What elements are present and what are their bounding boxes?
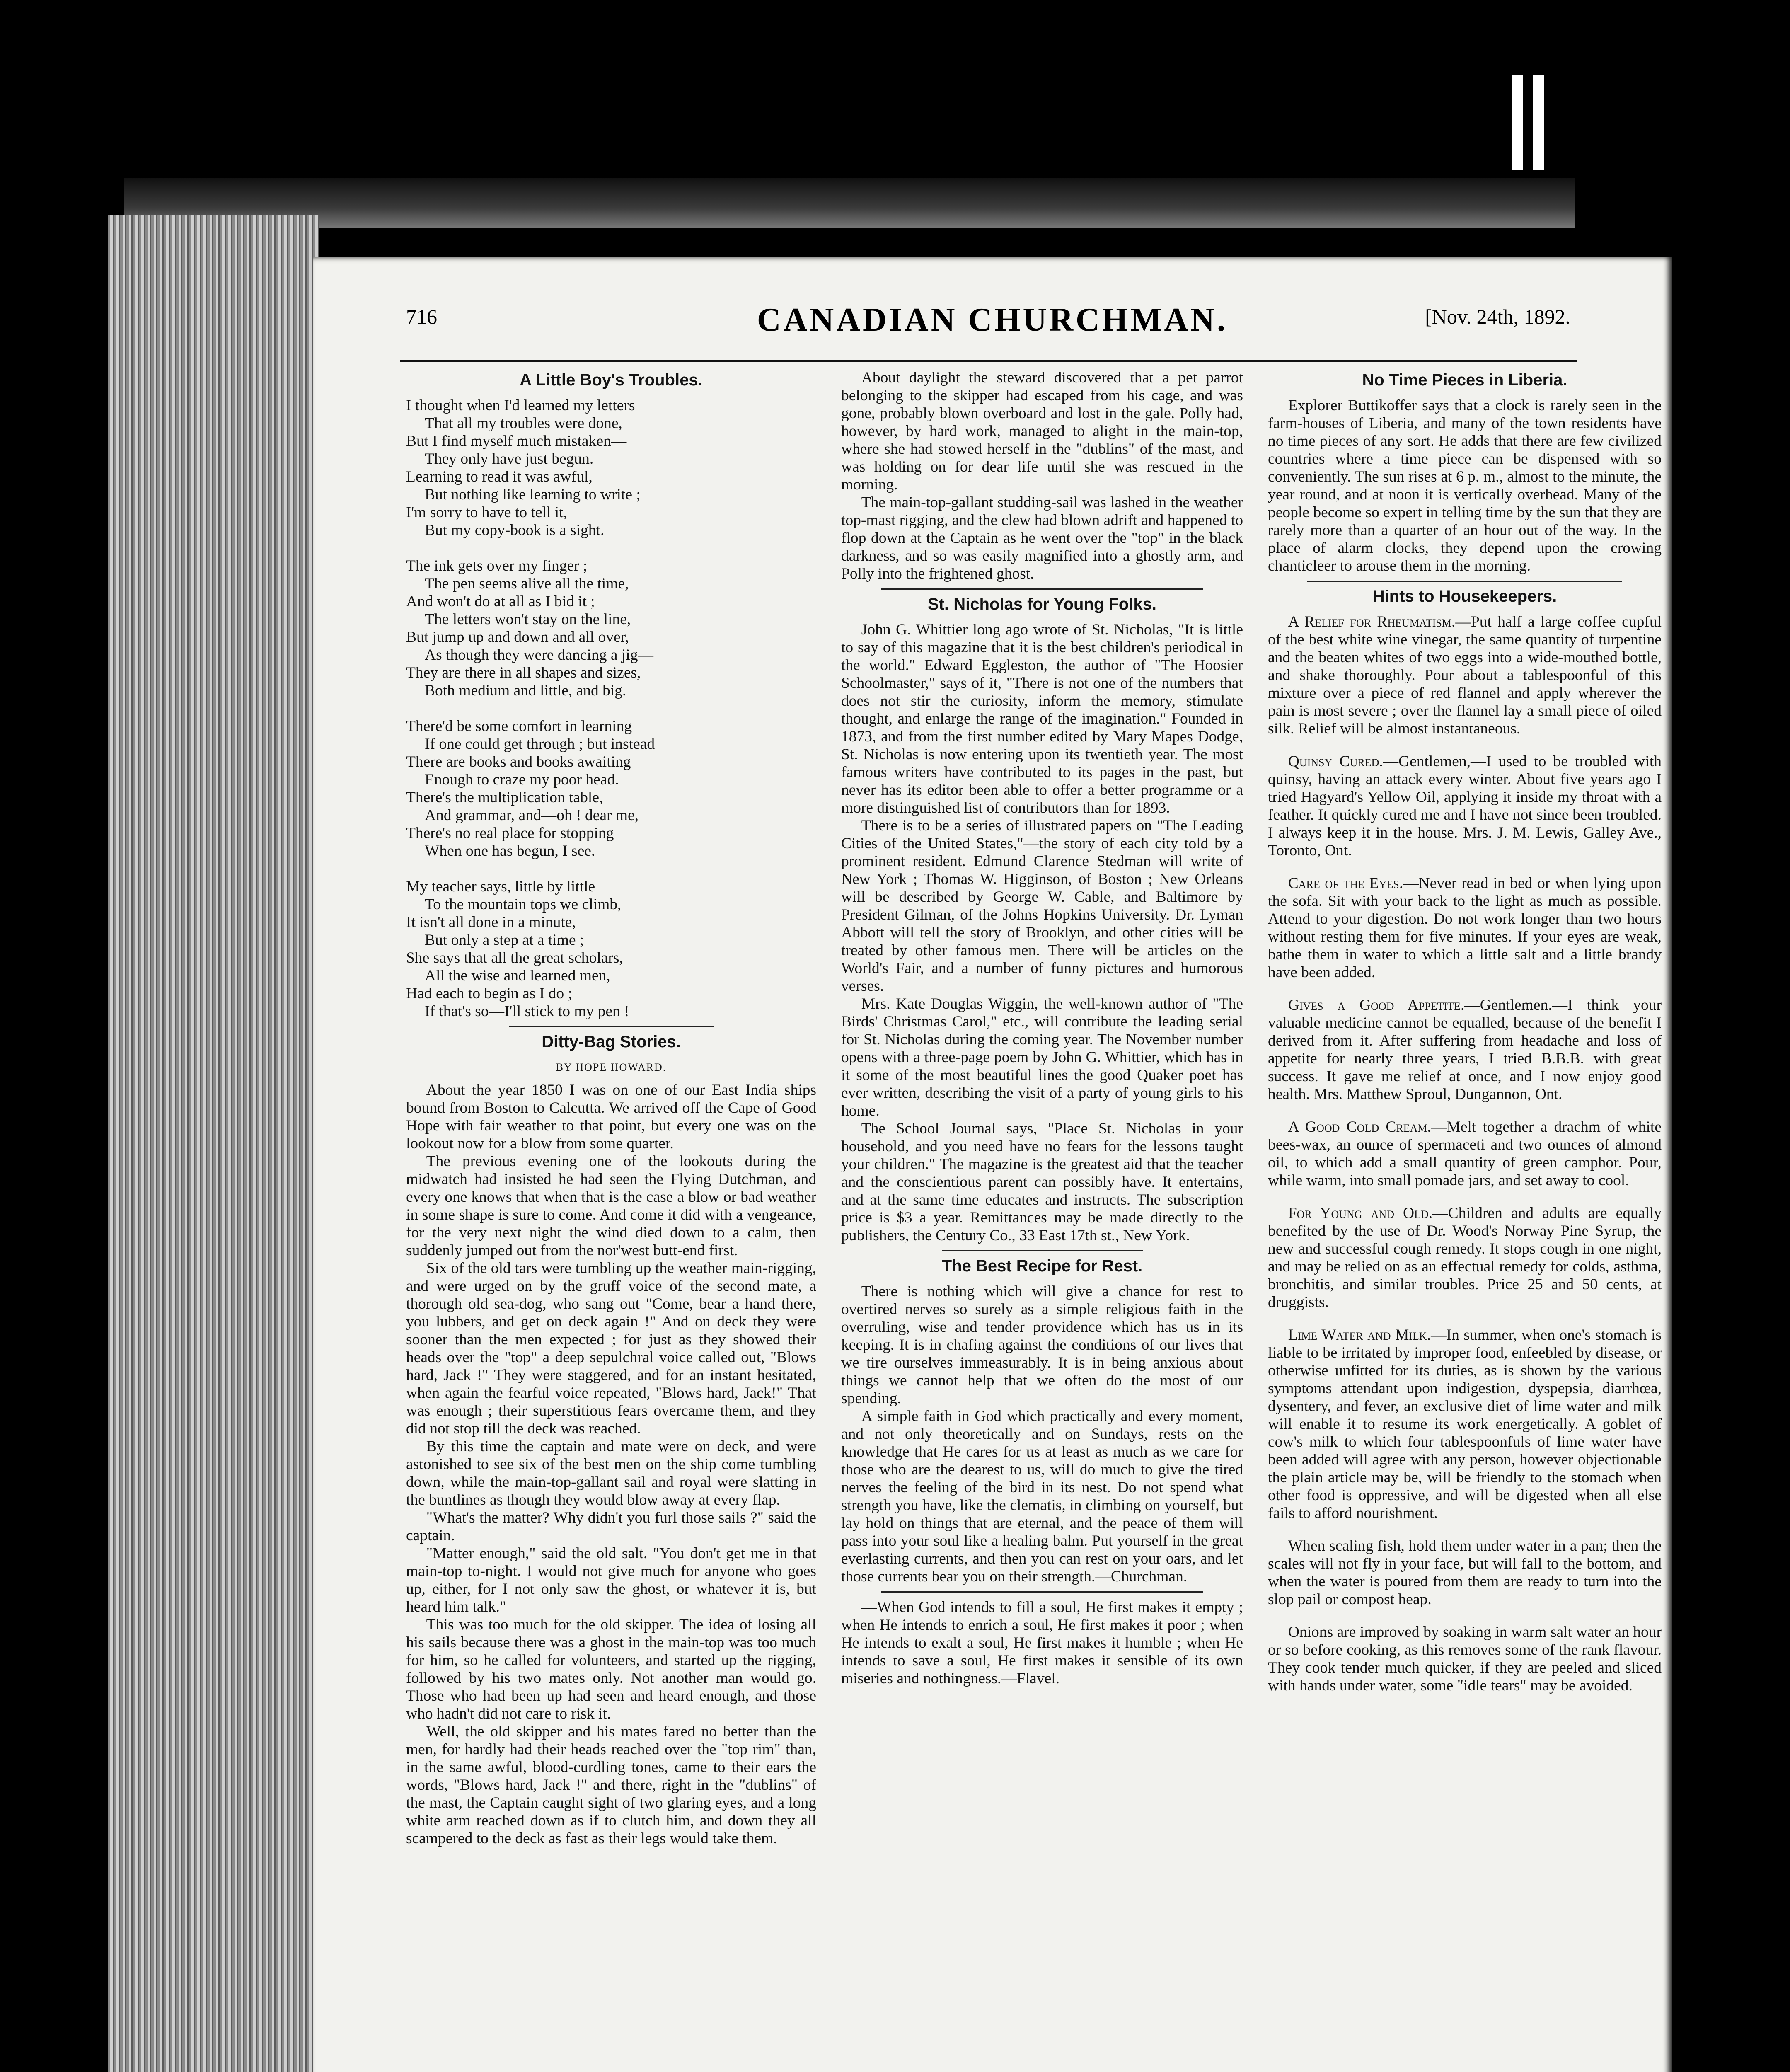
hint-item [1268, 996, 1662, 1103]
hint-text: When scaling fish, hold them under water in a pan; then the scales will not fly in your face, but will fall to the bottom, and when the water is poured from them are ready to turn into the slop pail or compost heap. [1268, 1537, 1662, 1608]
poem-line: She says that all the great scholars, [406, 949, 623, 966]
hint-item [1268, 1537, 1662, 1608]
paragraph: There is nothing which will give a chance for rest to overtired nerves so surely as a simple religious faith in the overruling, wise and tender providence which has us in its keeping. It is in chafing against the conditions of our lives that we tire ourselves immeasurably. It is in being anxious about things we cannot help that we often do the most of our spending. [841, 1283, 1243, 1407]
section-rule [509, 1026, 714, 1027]
poem-line: If one could get through ; but instead [425, 736, 655, 753]
masthead-title: CANADIAN CHURCHMAN. [757, 302, 1228, 338]
paragraph: Well, the old skipper and his mates fared no better than the men, for hardly had their heads reached over the "top rim" than, in the same awful, blood-curdling tones, came to their ears the words, "Blows hard, Jack !" and there, right in the "dublins" of the mast, the Captain caught sight of two glaring eyes, and a long white arm reached down as if to clutch him, and down they all scampered to the deck as fast as their legs would take them. [406, 1723, 816, 1847]
hint-lead: A Relief for Rheumatism. [1288, 613, 1456, 630]
poem-line: All the wise and learned men, [425, 967, 610, 984]
hint-text: —Put half a large coffee cupful of the best white wine vinegar, the same quantity of turpentine and the beaten whites of two eggs into a wide-mouthed bottle, and shake thoroughly. Pour about a tablespoonful of this mixture over a piece of red flannel and apply wherever the pain is most severe ; over the flannel lay a small piece of oiled silk. Relief will be almost instantaneous. [1268, 613, 1662, 737]
poem-line: I thought when I'd learned my letters [406, 397, 635, 414]
poem-line: The pen seems alive all the time, [425, 575, 629, 592]
hint-item [1268, 1623, 1662, 1694]
story-body [406, 1081, 816, 1847]
issue-date: [Nov. 24th, 1892. [1425, 305, 1570, 328]
poem-line: Learning to read it was awful, [406, 468, 593, 485]
story-byline: BY HOPE HOWARD. [556, 1061, 667, 1073]
rest-title: The Best Recipe for Rest. [941, 1257, 1143, 1275]
poem-line: There's the multiplication table, [406, 789, 603, 806]
stanza-gap [406, 860, 816, 878]
hint-lead: A Good Cold Cream. [1288, 1118, 1431, 1135]
page-header [313, 302, 1672, 342]
story-continuation [841, 369, 1243, 583]
poem-line: But my copy-book is a sight. [425, 522, 605, 539]
hint-item [1268, 874, 1662, 981]
paragraph: Mrs. Kate Douglas Wiggin, the well-known author of "The Birds' Christmas Carol," etc., will contribute the leading serial for St. Nicholas during the coming year. The November number opens with a three-page poem by John G. Whittier, which has in it some of the most beautiful lines the good Quaker poet has ever written, describing the visit of a party of young girls to his home. [841, 995, 1243, 1119]
poem-line: But only a step at a time ; [425, 932, 584, 949]
hint-item [1268, 1118, 1662, 1189]
section-rule [881, 1591, 1203, 1593]
poem-line: As though they were dancing a jig— [425, 646, 653, 663]
header-rule [400, 360, 1577, 362]
poem-line: There's no real place for stopping [406, 825, 614, 842]
hint-text: —Children and adults are equally benefited by the use of Dr. Wood's Norway Pine Syrup, the new and successful cough remedy. It stops cough in one night, and may be relied on as an effectual remedy for colds, asthma, bronchitis, and similar troubles. Price 25 and 50 cents, at druggists. [1268, 1205, 1662, 1311]
paragraph: A simple faith in God which practically and every moment, and not only theoretically and on Sundays, rests on the knowledge that He cares for us at least as much as we care for those who are the dearest to us, will do much to give the tired nerves the feeling of the bird in its nest. Do not spend what strength you have, like the clematis, in climbing on yourself, but lay hold on things that are eternal, and the peace of them will pass into your soul like a healing balm. Put yourself in the great everlasting currents, and then you can rest on your oars, and let those currents bear you on their strength.—Churchman. [841, 1408, 1243, 1585]
flavel-quote: —When God intends to fill a soul, He first makes it empty ; when He intends to enrich a soul, He first makes it poor ; when He intends to exalt a soul, He first makes it humble ; when He intends to save a soul, He first makes it sensible of its own miseries and nothingness.—Flavel. [841, 1599, 1243, 1687]
hint-text: —Gentlemen,—I used to be troubled with quinsy, having an attack every winter. About five years ago I tried Hagyard's Yellow Oil, applying it inside my throat with a feather. It quickly cured me and I have not since been troubled. I always keep it in the house. Mrs. J. M. Lewis, Galley Ave., Toronto, Ont. [1268, 753, 1662, 859]
poem-line: That all my troubles were done, [425, 415, 622, 432]
poem-line: I'm sorry to have to tell it, [406, 504, 567, 521]
hint-text: —In summer, when one's stomach is liable to be irritated by improper food, enfeebled by disease, or otherwise unfitted for its duties, as is shown by the various symptoms attendant upon indigestion, dyspepsia, diarrhœa, dysentery, and fever, an exclusive diet of lime water and milk will enable it to resume its work energetically. A goblet of cow's milk to which four tablespoonfuls of lime water have been added will agree with any person, however objectionable the plain article may be, will be friendly to the stomach when other food is oppressive, and will be digested when all else fails to afford nourishment. [1268, 1326, 1662, 1522]
poem-title: A Little Boy's Troubles. [520, 371, 703, 389]
poem-line: They are there in all shapes and sizes, [406, 664, 641, 681]
hint-item [1268, 1326, 1662, 1522]
poem-line: My teacher says, little by little [406, 878, 595, 895]
section-rule [942, 1250, 1143, 1251]
poem-line: There are books and books awaiting [406, 753, 631, 770]
paragraph: The School Journal says, "Place St. Nicholas in your household, and you need have no fears for the lessons taught your children." The magazine is the greatest aid that the teacher and the conscientious parent can possibly have. It entertains, and at the same time educates and instructs. The subscription price is $3 a year. Remittances may be made directly to the publishers, the Century Co., 33 East 17th st., New York. [841, 1120, 1243, 1244]
hint-item [1268, 753, 1662, 859]
poem-line: To the mountain tops we climb, [425, 896, 622, 913]
section-rule [1307, 581, 1622, 582]
paragraph: By this time the captain and mate were on deck, and were astonished to see six of the best men on the ship come tumbling down, while the main-top-gallant sail and royal were slatting in the buntlines as though they would blow away at every flap. [406, 1438, 816, 1508]
hint-lead: Quinsy Cured. [1288, 753, 1383, 770]
hint-item [1268, 613, 1662, 738]
poem-line: They only have just begun. [425, 450, 594, 467]
book-page-edges [108, 215, 319, 2072]
nicholas-body [841, 621, 1243, 1244]
binder-clip [1533, 75, 1544, 170]
hints-body [1268, 613, 1662, 1694]
poem-line: And grammar, and—oh ! dear me, [425, 807, 639, 824]
hints-title: Hints to Housekeepers. [1372, 587, 1557, 605]
hint-text: —Gentlemen.—I think your valuable medicine cannot be equalled, because of the benefit I derived from it. After suffering from headache and loss of appetite for nearly three years, I tried B.B.B. with great success. It gave me relief at once, and I now enjoy good health. Mrs. Matthew Sproul, Dungannon, Ont. [1268, 997, 1662, 1103]
hint-lead: Care of the Eyes. [1288, 875, 1403, 892]
poem-line: And won't do at all as I bid it ; [406, 593, 595, 610]
paragraph: John G. Whittier long ago wrote of St. Nicholas, "It is little to say of this magazine that it is the best children's periodical in the world." Edward Eggleston, the author of "The Hoosier Schoolmaster," says of it, "There is not one of the numbers that does not stir the curiosity, inform the memory, stimulate thought, and enlarge the range of the imagination." Founded in 1873, and from the first number edited by Mary Mapes Dodge, St. Nicholas is now entering upon its twentieth year. The most famous writers have contributed to its pages in the past, but never has its editor been able to offer a better programme or a more distinguished list of contributors than for 1893. [841, 621, 1243, 816]
book-top-edge [124, 178, 1575, 228]
paragraph: "Matter enough," said the old salt. "You don't get me in that main-top to-night. I would not give much for anyone who goes up, either, for I not only saw the ghost, or whatever it is, but heard him talk." [406, 1545, 816, 1615]
paragraph: The previous evening one of the lookouts during the midwatch had insisted he had seen the Flying Dutchman, and every one knows that when that is the case a blow or bad weather in some shape is sure to come. And come it did with a vengeance, for the very next night the wind died down to a calm, then suddenly jumped out from the nor'west butt-end first. [406, 1153, 816, 1259]
poem-line: The letters won't stay on the line, [425, 611, 631, 628]
poem-line: It isn't all done in a minute, [406, 914, 576, 931]
poem-line: But jump up and down and all over, [406, 629, 629, 646]
stanza-gap [406, 539, 816, 557]
liberia-title: No Time Pieces in Liberia. [1362, 371, 1567, 389]
column-1 [406, 369, 816, 1847]
column-3 [1268, 369, 1662, 1709]
poem-line: Both medium and little, and big. [425, 682, 626, 699]
column-2 [841, 369, 1243, 1687]
hint-text: —Never read in bed or when lying upon the sofa. Sit with your back to the light as much as possible. Attend to your digestion. Do not work longer than two hours without resting them for five minutes. If your eyes are weak, bathe them in water to which a little salt and a little brandy have been added. [1268, 875, 1662, 981]
paragraph: There is to be a series of illustrated papers on "The Leading Cities of the United States,"—the story of each city told by a prominent resident. Edmund Clarence Stedman will write of New York ; Thomas W. Higginson, of Boston ; New Orleans will be described by George W. Cable, and Baltimore by President Gilman, of the Johns Hopkins University. Dr. Lyman Abbott will tell the story of Brooklyn, and other cities will be treated by other famous men. There will be articles on the World's Fair, and a number of funny pictures and humorous verses. [841, 817, 1243, 995]
poem-line: There'd be some comfort in learning [406, 718, 632, 735]
hint-item [1268, 1204, 1662, 1311]
poem [406, 397, 816, 1020]
poem-line: But I find myself much mistaken— [406, 433, 627, 450]
story-title: Ditty-Bag Stories. [542, 1033, 681, 1051]
paragraph: The main-top-gallant studding-sail was lashed in the weather top-mast rigging, and the clew had blown adrift and happened to flop down at the Captain as he went over the "top" in the black darkness, and so was easily magnified into a ghostly arm, and Polly into the frightened ghost. [841, 494, 1243, 582]
paragraph: This was too much for the old skipper. The idea of losing all his sails because there was a ghost in the main-top was too much for him, so he called for volunteers, and started up the rigging, followed by his two mates only. Not another man would go. Those who had been up had seen and heard enough, and those who hadn't did not care to risk it. [406, 1616, 816, 1722]
poem-line: Enough to craze my poor head. [425, 771, 619, 788]
paragraph: About the year 1850 I was on one of our East India ships bound from Boston to Calcutta. We arrived off the Cape of Good Hope with fair weather to that point, but every one was on the lookout now for a blow from some quarter. [406, 1082, 816, 1152]
section-rule [881, 588, 1203, 590]
hint-lead: Lime Water and Milk. [1288, 1326, 1431, 1343]
hint-text: —Melt together a drachm of white bees-wax, an ounce of spermaceti and two ounces of almond oil, to which add a small quantity of green camphor. Pour, while warm, into small pomade jars, and set away to cool. [1268, 1118, 1662, 1189]
poem-line: Had each to begin as I do ; [406, 985, 572, 1002]
paragraph: "What's the matter? Why didn't you furl those sails ?" said the captain. [406, 1509, 816, 1544]
newspaper-page [313, 257, 1672, 2072]
paragraph: About daylight the steward discovered that a pet parrot belonging to the skipper had escaped from his cage, and was gone, probably blown overboard and lost in the gale. Polly had, however, by hard work, managed to alight in the main-top, where she had stowed herself in the "dublins" of the mast, and was holding on for dear life until she was rescued in the morning. [841, 369, 1243, 493]
paragraph: Six of the old tars were tumbling up the weather main-rigging, and were urged on by the gruff voice of the second mate, a thorough old sea-dog, who sang out "Come, bear a hand there, you lubbers, and get on deck again !" And on deck they were sooner than the men expected ; for just as they showed their heads over the "top" a deep sepulchral voice called out, "Blows hard, Jack !" They were staggered, and for an instant hesitated, when again the fearful voice repeated, "Blows hard, Jack!" That was enough ; their superstitious fears overcame them, and they did not stop till the deck was reached. [406, 1260, 816, 1437]
hint-text: Onions are improved by soaking in warm salt water an hour or so before cooking, as this removes some of the rank flavour. They cook tender much quicker, if they are peeled and sliced with hands under water, some "idle tears" may be avoided. [1268, 1624, 1662, 1694]
poem-line: But nothing like learning to write ; [425, 486, 641, 503]
stanza-gap [406, 700, 816, 717]
binder-clip [1512, 75, 1523, 170]
page-number: 716 [406, 305, 437, 328]
hint-lead: Gives a Good Appetite. [1288, 997, 1465, 1014]
rest-body [841, 1283, 1243, 1585]
poem-line: The ink gets over my finger ; [406, 557, 588, 574]
hint-lead: For Young and Old. [1288, 1205, 1433, 1222]
liberia-body: Explorer Buttikoffer says that a clock is rarely seen in the farm-houses of Liberia, and many of the town residents have no time pieces of any sort. He adds that there are few civilized countries where a time piece can be dispensed with so conveniently. The sun rises at 6 p. m., almost to the minute, the year round, and at noon it is vertically overhead. Many of the people become so expert in telling time by the sun that they are rarely more than a quarter of an hour out of the way. In the place of alarm clocks, they depend upon the crowing chanticleer to arouse them in the morning. [1268, 397, 1662, 574]
poem-line: When one has begun, I see. [425, 842, 595, 859]
poem-line: If that's so—I'll stick to my pen ! [425, 1003, 629, 1020]
nicholas-title: St. Nicholas for Young Folks. [928, 595, 1156, 613]
